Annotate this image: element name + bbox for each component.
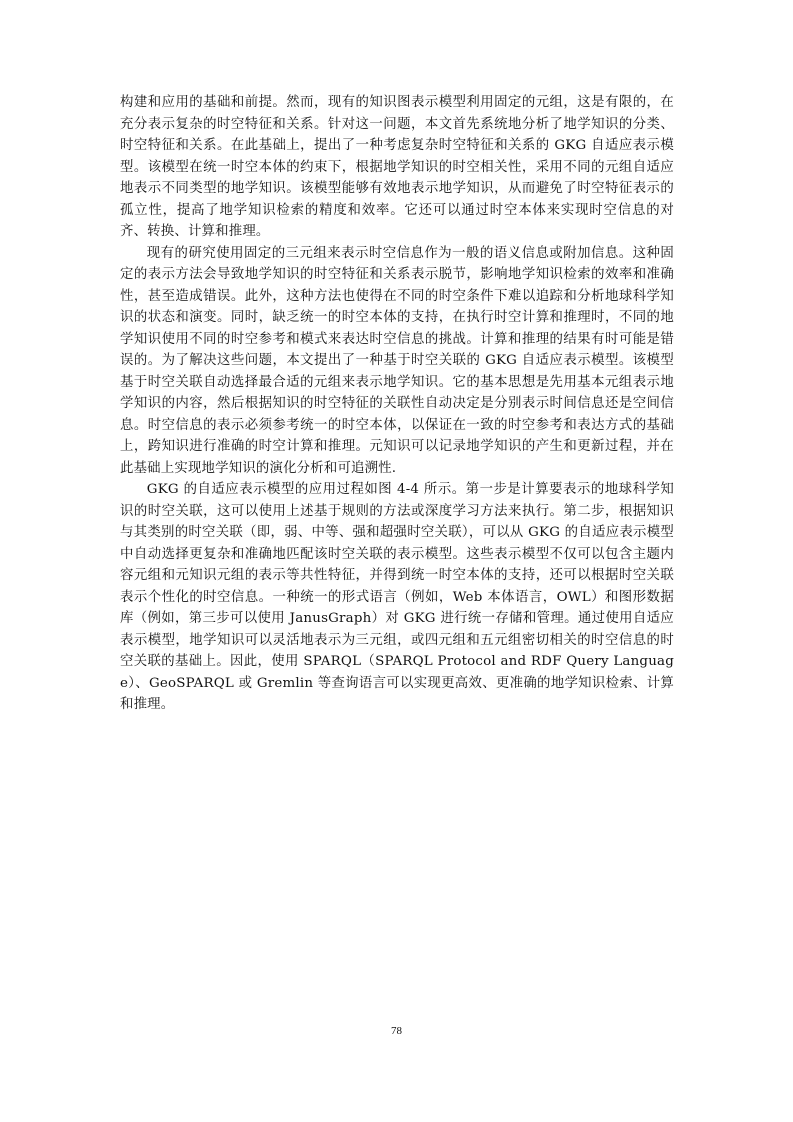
page-number: 78 <box>391 1025 402 1037</box>
body-paragraph-1: 构建和应用的基础和前提。然而，现有的知识图表示模型利用固定的元组，这是有限的，在充分表示复杂的时空特征和关系。针对这一问题，本文首先系统地分析了地学知识的分类、时空特征和关系。在此基础上，提出了一种考虑复杂时空特征和关系的 GKG 自适应表示模型。该模型在统一时空本体的约束下，根据地学知识的时空相关性，采用不同的元组自适应地表示不同类型的地学知识。该模型能够有效地表示地学知识，从而避免了时空特征表示的孤立性，提高了地学知识检索的精度和效率。它还可以通过时空本体来实现时空信息的对齐、转换、计算和推理。 <box>120 95 674 239</box>
body-paragraph-3: GKG 的自适应表示模型的应用过程如图 4-4 所示。第一步是计算要表示的地球科学知识的时空关联，这可以使用上述基于规则的方法或深度学习方法来执行。第二步，根据知识与其类别的时空关联（即，弱、中等、强和超强时空关联），可以从 GKG 的自适应表示模型中自动选择更复杂和准确地匹配该时空关联的表示模型。这些表示模型不仅可以包含主题内容元组和元知识元组的表示等共性特征，并得到统一时空本体的支持，还可以根据时空关联表示个性化的时空信息。一种统一的形式语言（例如，Web 本体语言，OWL）和图形数据库（例如，第三步可以使用 JanusGraph）对 GKG 进行统一存储和管理。通过使用自适应表示模型，地学知识可以灵活地表示为三元组，或四元组和五元组密切相关的时空信息的时空关联的基础上。因此，使用 SPARQL（SPARQL Protocol and RDF Query Language）、GeoSPARQL 或 Gremlin 等查询语言可以实现更高效、更准确的地学知识检索、计算和推理。 <box>120 482 674 712</box>
body-paragraph-2: 现有的研究使用固定的三元组来表示时空信息作为一般的语义信息或附加信息。这种固定的表示方法会导致地学知识的时空特征和关系表示脱节，影响地学知识检索的效率和准确性，甚至造成错误。此外，这种方法也使得在不同的时空条件下难以追踪和分析地球科学知识的状态和演变。同时，缺乏统一的时空本体的支持，在执行时空计算和推理时，不同的地学知识使用不同的时空参考和模式来表达时空信息的挑战。计算和推理的结果有时可能是错误的。为了解决这些问题，本文提出了一种基于时空关联的 GKG 自适应表示模型。该模型基于时空关联自动选择最合适的元组来表示地学知识。它的基本思想是先用基本元组表示地学知识的内容，然后根据知识的时空特征的关联性自动决定是分别表示时间信息还是空间信息。时空信息的表示必须参考统一的时空本体，以保证在一致的时空参考和表达方式的基础上，跨知识进行准确的时空计算和推理。元知识可以记录地学知识的产生和更新过程，并在此基础上实现地学知识的演化分析和可追溯性. <box>120 245 674 476</box>
page-body <box>120 92 674 716</box>
